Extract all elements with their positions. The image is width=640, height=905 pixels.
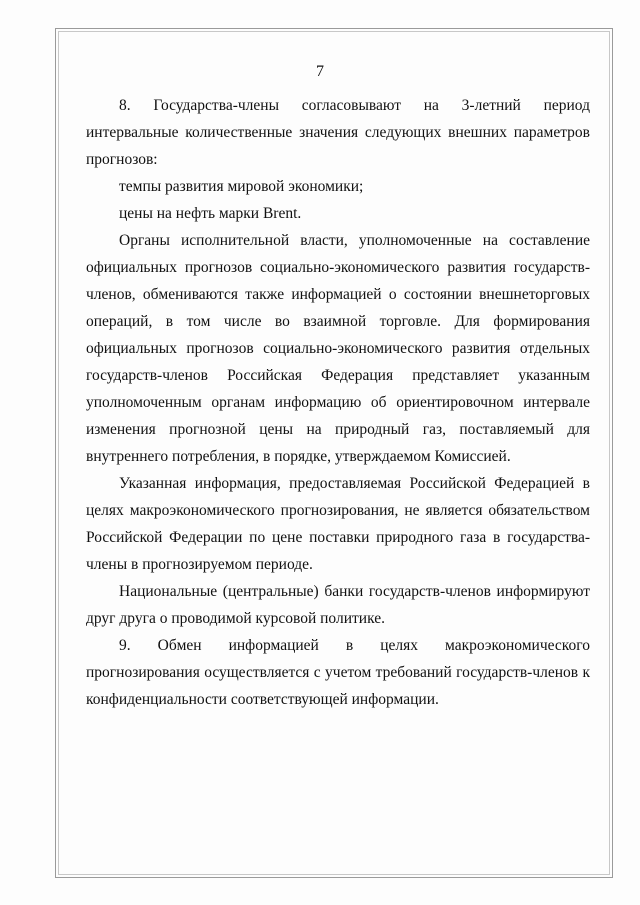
document-body <box>86 92 590 713</box>
list-item-brent-price: цены на нефть марки Brent. <box>119 205 302 222</box>
list-item-world-economy: темпы развития мировой экономики; <box>119 178 364 195</box>
paragraph-8: 8. Государства-члены согласовывают на 3-летний период интервальные количественные значения следующих внешних параметров прогнозов: <box>86 97 590 168</box>
paragraph-information-note: Указанная информация, предоставляемая Российской Федерацией в целях макроэкономического прогнозирования, не является обязательством Российской Федерации по цене поставки природного газа в государства-члены в прогнозируемом периоде. <box>86 475 590 573</box>
page-number: 7 <box>316 63 324 80</box>
paragraph-executive-bodies: Органы исполнительной власти, уполномоченные на составление официальных прогнозов социально-экономического развития государств-членов, обмениваются также информацией о состоянии внешнеторговых операций, в том числе во взаимной торговле. Для формирования официальных прогнозов социально-экономического развития отдельных государств-членов Российская Федерация представляет указанным уполномоченным органам информацию об ориентировочном интервале изменения прогнозной цены на природный газ, поставляемый для внутреннего потребления, в порядке, утверждаемом Комиссией. <box>86 232 590 465</box>
paragraph-national-banks: Национальные (центральные) банки государств-членов информируют друг друга о проводимой курсовой политике. <box>86 583 590 627</box>
paragraph-9: 9. Обмен информацией в целях макроэкономического прогнозирования осуществляется с учетом требований государств-членов к конфиденциальности соответствующей информации. <box>86 637 590 708</box>
